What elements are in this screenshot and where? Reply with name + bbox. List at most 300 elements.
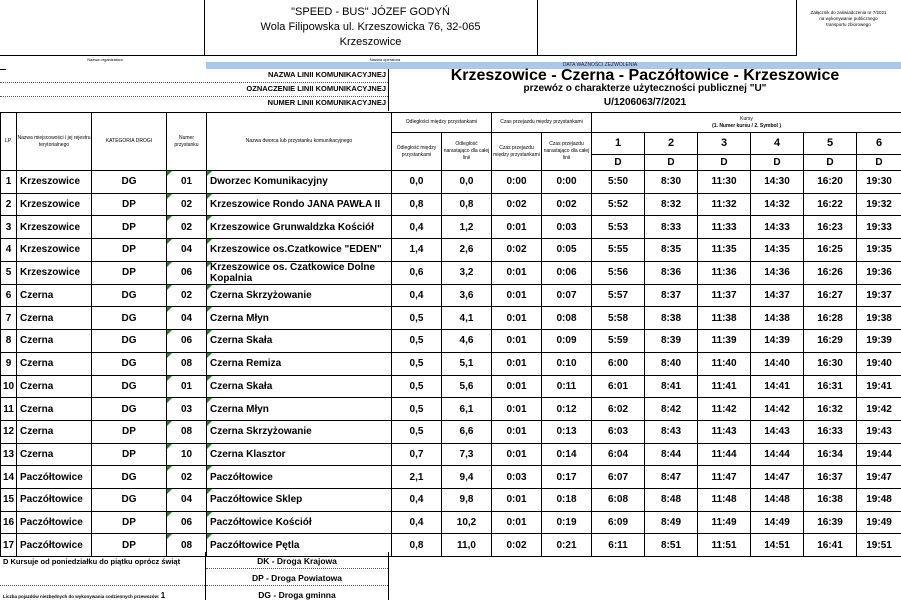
- row-run-time: 5:59: [592, 330, 645, 353]
- row-category: DP: [92, 511, 167, 534]
- run-number: 6: [857, 133, 901, 155]
- company-address: Wola Filipowska ul. Krzeszowicka 76, 32-065: [260, 21, 481, 33]
- row-run-time: 16:30: [804, 352, 857, 375]
- row-run-time: 19:39: [857, 330, 901, 353]
- line-name-label: NAZWA LINII KOMUNIKACYJNEJ: [267, 70, 386, 79]
- row-stop-number: 04: [167, 239, 207, 262]
- row-run-time: 14:40: [751, 352, 804, 375]
- row-category: DP: [92, 534, 167, 557]
- row-run-time: 11:41: [698, 375, 751, 398]
- table-row: [1, 420, 901, 443]
- row-town: Czerna: [17, 307, 92, 330]
- row-distance-cumulative: 6,6: [442, 420, 492, 443]
- row-run-time: 6:00: [592, 352, 645, 375]
- table-row: [1, 239, 901, 262]
- row-run-time: 6:04: [592, 443, 645, 466]
- header-time-cumulative: Czas przejazdu narastająco dla całej linii: [542, 133, 592, 171]
- run-symbol: D: [804, 155, 857, 171]
- row-distance: 0,5: [392, 398, 442, 421]
- row-run-time: 16:41: [804, 534, 857, 557]
- timetable: [0, 112, 901, 557]
- legend: [0, 552, 901, 600]
- run-symbol: D: [645, 155, 698, 171]
- row-distance-cumulative: 9,4: [442, 466, 492, 489]
- row-run-time: 8:38: [645, 307, 698, 330]
- row-category: DP: [92, 216, 167, 239]
- row-run-time: 19:40: [857, 352, 901, 375]
- company-name: "SPEED - BUS" JÓZEF GODYŃ: [291, 6, 450, 18]
- row-stop-name: Czerna Skrzyżowanie: [207, 420, 392, 443]
- run-number: 4: [751, 133, 804, 155]
- row-time: 0:01: [492, 216, 542, 239]
- header-dist-cumulative: Odległość narastająco dla całej linii: [442, 133, 492, 171]
- document-header: [0, 0, 901, 56]
- row-town: Czerna: [17, 420, 92, 443]
- row-run-time: 19:51: [857, 534, 901, 557]
- line-number-label: NUMER LINII KOMUNIKACYJNEJ: [267, 98, 386, 107]
- row-stop-number: 02: [167, 466, 207, 489]
- row-distance: 0,7: [392, 443, 442, 466]
- row-run-time: 6:08: [592, 488, 645, 511]
- row-distance-cumulative: 1,2: [442, 216, 492, 239]
- row-distance: 2,1: [392, 466, 442, 489]
- company-box: [204, 0, 537, 56]
- row-run-time: 11:40: [698, 352, 751, 375]
- row-distance: 0,8: [392, 193, 442, 216]
- header-lp: LP.: [1, 113, 17, 171]
- row-run-time: 11:37: [698, 284, 751, 307]
- row-stop-name: Paczółtowice Sklep: [207, 488, 392, 511]
- row-stop-number: 01: [167, 171, 207, 194]
- row-stop-name: Krzeszowice os.Czatkowice "EDEN": [207, 239, 392, 262]
- row-distance: 0,0: [392, 171, 442, 194]
- row-run-time: 14:37: [751, 284, 804, 307]
- timetable-body: [1, 171, 901, 557]
- row-distance-cumulative: 4,1: [442, 307, 492, 330]
- legend-vehicles: [3, 591, 165, 600]
- row-stop-number: 10: [167, 443, 207, 466]
- row-run-time: 16:25: [804, 239, 857, 262]
- row-town: Krzeszowice: [17, 171, 92, 194]
- row-run-time: 8:47: [645, 466, 698, 489]
- row-run-time: 16:26: [804, 261, 857, 284]
- row-time-cumulative: 0:03: [542, 216, 592, 239]
- row-run-time: 8:36: [645, 261, 698, 284]
- row-run-time: 8:37: [645, 284, 698, 307]
- row-category: DP: [92, 239, 167, 262]
- row-run-time: 16:38: [804, 488, 857, 511]
- row-town: Krzeszowice: [17, 216, 92, 239]
- row-run-time: 11:49: [698, 511, 751, 534]
- header-dist-between: Odległość między przystankami: [392, 133, 442, 171]
- row-distance: 0,5: [392, 330, 442, 353]
- run-symbol: D: [698, 155, 751, 171]
- row-stop-name: Paczółtowice: [207, 466, 392, 489]
- row-time: 0:01: [492, 307, 542, 330]
- row-lp: 2: [1, 193, 17, 216]
- line-designation-label: OZNACZENIE LINII KOMUNIKACYJNEJ: [246, 84, 386, 93]
- row-run-time: 16:33: [804, 420, 857, 443]
- row-time: 0:00: [492, 171, 542, 194]
- header-town: Nazwa miejscowości i jej rejestru terytorialnego: [17, 113, 92, 171]
- header-distance-group: Odległości między przystankami: [392, 113, 492, 133]
- row-run-time: 6:11: [592, 534, 645, 557]
- row-town: Paczółtowice: [17, 511, 92, 534]
- row-category: DP: [92, 420, 167, 443]
- header-runs: Kursy (1. Numer kursu / 2. Symbol ): [592, 113, 901, 133]
- row-distance: 0,5: [392, 420, 442, 443]
- row-stop-number: 02: [167, 284, 207, 307]
- row-distance: 1,4: [392, 239, 442, 262]
- row-run-time: 14:30: [751, 171, 804, 194]
- operator-label: Nazwa operatora: [369, 57, 401, 62]
- row-run-time: 16:31: [804, 375, 857, 398]
- row-run-time: 6:09: [592, 511, 645, 534]
- row-time: 0:01: [492, 330, 542, 353]
- row-category: DG: [92, 488, 167, 511]
- row-time-cumulative: 0:02: [542, 193, 592, 216]
- row-lp: 11: [1, 398, 17, 421]
- row-run-time: 19:49: [857, 511, 901, 534]
- table-row: [1, 466, 901, 489]
- row-lp: 8: [1, 330, 17, 353]
- row-run-time: 16:28: [804, 307, 857, 330]
- row-run-time: 8:40: [645, 352, 698, 375]
- row-run-time: 19:35: [857, 239, 901, 262]
- row-lp: 4: [1, 239, 17, 262]
- run-symbol: D: [751, 155, 804, 171]
- table-row: [1, 171, 901, 194]
- row-time-cumulative: 0:09: [542, 330, 592, 353]
- row-lp: 5: [1, 261, 17, 284]
- row-stop-number: 04: [167, 307, 207, 330]
- row-run-time: 16:20: [804, 171, 857, 194]
- row-run-time: 16:27: [804, 284, 857, 307]
- row-stop-name: Czerna Młyn: [207, 307, 392, 330]
- row-distance-cumulative: 3,6: [442, 284, 492, 307]
- run-number: 2: [645, 133, 698, 155]
- row-distance: 0,4: [392, 216, 442, 239]
- row-run-time: 14:47: [751, 466, 804, 489]
- row-lp: 7: [1, 307, 17, 330]
- row-time-cumulative: 0:21: [542, 534, 592, 557]
- row-time-cumulative: 0:12: [542, 398, 592, 421]
- row-lp: 1: [1, 171, 17, 194]
- row-stop-name: Paczółtowice Kościół: [207, 511, 392, 534]
- row-run-time: 14:41: [751, 375, 804, 398]
- row-stop-name: Krzeszowice os. Czatkowice Dolne Kopalnia: [207, 261, 392, 284]
- row-lp: 3: [1, 216, 17, 239]
- operator-box: [537, 0, 797, 56]
- row-time: 0:02: [492, 239, 542, 262]
- row-stop-name: Czerna Klasztor: [207, 443, 392, 466]
- row-time: 0:01: [492, 284, 542, 307]
- line-number-value: U/1206063/7/2021: [603, 97, 687, 108]
- row-run-time: 11:39: [698, 330, 751, 353]
- organizer-box: [0, 0, 205, 56]
- row-run-time: 16:37: [804, 466, 857, 489]
- row-distance: 0,4: [392, 284, 442, 307]
- row-run-time: 8:41: [645, 375, 698, 398]
- row-category: DP: [92, 193, 167, 216]
- row-time-cumulative: 0:19: [542, 511, 592, 534]
- row-stop-name: Krzeszowice Grunwaldzka Kościół: [207, 216, 392, 239]
- row-run-time: 8:33: [645, 216, 698, 239]
- row-stop-number: 01: [167, 375, 207, 398]
- row-run-time: 8:43: [645, 420, 698, 443]
- row-distance-cumulative: 5,6: [442, 375, 492, 398]
- row-town: Czerna: [17, 330, 92, 353]
- row-town: Czerna: [17, 375, 92, 398]
- row-run-time: 19:37: [857, 284, 901, 307]
- row-run-time: 11:36: [698, 261, 751, 284]
- row-time: 0:01: [492, 488, 542, 511]
- row-distance-cumulative: 2,6: [442, 239, 492, 262]
- legend-vehicles-label: Liczba pojazdów niezbędnych do wykonywania codziennych przewozów:: [3, 594, 160, 599]
- line-name-value: Krzeszowice - Czerna - Paczółtowice - Krzeszowice: [450, 67, 840, 84]
- row-time: 0:01: [492, 420, 542, 443]
- row-run-time: 14:36: [751, 261, 804, 284]
- row-stop-number: 08: [167, 352, 207, 375]
- row-run-time: 8:32: [645, 193, 698, 216]
- row-town: Paczółtowice: [17, 466, 92, 489]
- row-run-time: 5:57: [592, 284, 645, 307]
- row-run-time: 8:49: [645, 511, 698, 534]
- table-row: [1, 284, 901, 307]
- row-distance-cumulative: 0,8: [442, 193, 492, 216]
- row-run-time: 19:30: [857, 171, 901, 194]
- row-stop-name: Dworzec Komunikacyjny: [207, 171, 392, 194]
- company-city: Krzeszowice: [339, 36, 402, 48]
- table-row: [1, 511, 901, 534]
- row-stop-name: Czerna Skrzyżowanie: [207, 284, 392, 307]
- row-run-time: 11:35: [698, 239, 751, 262]
- legend-d-note: D Kursuje od poniedziałku do piątku oprócz świąt: [3, 557, 181, 566]
- row-stop-number: 06: [167, 261, 207, 284]
- row-time-cumulative: 0:08: [542, 307, 592, 330]
- row-run-time: 14:44: [751, 443, 804, 466]
- row-stop-name: Czerna Skała: [207, 330, 392, 353]
- row-time: 0:02: [492, 193, 542, 216]
- row-time: 0:01: [492, 261, 542, 284]
- row-category: DG: [92, 307, 167, 330]
- row-distance-cumulative: 7,3: [442, 443, 492, 466]
- row-run-time: 8:51: [645, 534, 698, 557]
- table-row: [1, 193, 901, 216]
- row-run-time: 5:53: [592, 216, 645, 239]
- row-lp: 6: [1, 284, 17, 307]
- row-category: DG: [92, 375, 167, 398]
- row-run-time: 11:48: [698, 488, 751, 511]
- row-distance: 0,4: [392, 488, 442, 511]
- table-row: [1, 443, 901, 466]
- row-lp: 14: [1, 466, 17, 489]
- row-time-cumulative: 0:10: [542, 352, 592, 375]
- row-run-time: 16:23: [804, 216, 857, 239]
- row-time-cumulative: 0:00: [542, 171, 592, 194]
- row-run-time: 8:44: [645, 443, 698, 466]
- row-distance-cumulative: 11,0: [442, 534, 492, 557]
- row-time-cumulative: 0:05: [542, 239, 592, 262]
- row-run-time: 16:34: [804, 443, 857, 466]
- row-town: Krzeszowice: [17, 261, 92, 284]
- row-run-time: 19:41: [857, 375, 901, 398]
- row-run-time: 5:55: [592, 239, 645, 262]
- row-run-time: 8:30: [645, 171, 698, 194]
- row-town: Paczółtowice: [17, 534, 92, 557]
- row-stop-number: 03: [167, 398, 207, 421]
- row-stop-name: Czerna Młyn: [207, 398, 392, 421]
- row-lp: 17: [1, 534, 17, 557]
- header-category: KATEGORIA DROGI: [92, 113, 167, 171]
- row-stop-number: 06: [167, 330, 207, 353]
- header-stop-number: Numer przystanku: [167, 113, 207, 171]
- row-run-time: 11:38: [698, 307, 751, 330]
- legend-vehicles-value: 1: [160, 591, 166, 600]
- row-distance-cumulative: 10,2: [442, 511, 492, 534]
- row-run-time: 14:42: [751, 398, 804, 421]
- row-stop-number: 06: [167, 511, 207, 534]
- row-run-time: 5:56: [592, 261, 645, 284]
- row-run-time: 5:50: [592, 171, 645, 194]
- row-category: DG: [92, 330, 167, 353]
- row-run-time: 14:39: [751, 330, 804, 353]
- row-run-time: 16:29: [804, 330, 857, 353]
- row-lp: 10: [1, 375, 17, 398]
- row-run-time: 16:32: [804, 398, 857, 421]
- row-run-time: 11:30: [698, 171, 751, 194]
- row-stop-number: 08: [167, 420, 207, 443]
- row-run-time: 19:48: [857, 488, 901, 511]
- row-run-time: 14:32: [751, 193, 804, 216]
- header-time-group: Czas przejazdu między przystankami: [492, 113, 592, 133]
- row-town: Czerna: [17, 443, 92, 466]
- row-stop-name: Czerna Remiza: [207, 352, 392, 375]
- validity-label: DATA WAŻNOŚCI ZEZWOLENIA: [562, 62, 638, 68]
- row-time-cumulative: 0:06: [542, 261, 592, 284]
- row-run-time: 6:03: [592, 420, 645, 443]
- legend-dg: DG - Droga gminna: [258, 590, 336, 600]
- legend-dp: DP - Droga Powiatowa: [251, 573, 343, 583]
- row-distance-cumulative: 5,1: [442, 352, 492, 375]
- table-row: [1, 488, 901, 511]
- row-lp: 15: [1, 488, 17, 511]
- table-row: [1, 307, 901, 330]
- attachment-note: Załącznik do zaświadczenia nr 7/2021 na wykonywanie publicznego transportu zbiorowego: [810, 10, 887, 27]
- row-run-time: 14:35: [751, 239, 804, 262]
- table-row: [1, 216, 901, 239]
- row-run-time: 14:49: [751, 511, 804, 534]
- row-distance-cumulative: 3,2: [442, 261, 492, 284]
- table-row: [1, 261, 901, 284]
- row-run-time: 16:22: [804, 193, 857, 216]
- row-stop-name: Paczółtowice Pętla: [207, 534, 392, 557]
- table-row: [1, 375, 901, 398]
- row-time-cumulative: 0:07: [542, 284, 592, 307]
- row-run-time: 8:48: [645, 488, 698, 511]
- row-run-time: 5:52: [592, 193, 645, 216]
- row-run-time: 11:32: [698, 193, 751, 216]
- row-distance-cumulative: 4,6: [442, 330, 492, 353]
- row-time: 0:01: [492, 511, 542, 534]
- row-run-time: 11:42: [698, 398, 751, 421]
- row-run-time: 19:36: [857, 261, 901, 284]
- row-time: 0:01: [492, 352, 542, 375]
- row-run-time: 14:38: [751, 307, 804, 330]
- table-row: [1, 398, 901, 421]
- row-run-time: 8:42: [645, 398, 698, 421]
- row-run-time: 8:39: [645, 330, 698, 353]
- row-time-cumulative: 0:18: [542, 488, 592, 511]
- row-run-time: 6:01: [592, 375, 645, 398]
- row-run-time: 11:47: [698, 466, 751, 489]
- row-run-time: 19:47: [857, 466, 901, 489]
- run-symbol: D: [857, 155, 901, 171]
- row-lp: 16: [1, 511, 17, 534]
- row-run-time: 11:43: [698, 420, 751, 443]
- row-stop-name: Czerna Skała: [207, 375, 392, 398]
- row-distance: 0,6: [392, 261, 442, 284]
- run-number: 3: [698, 133, 751, 155]
- row-run-time: 19:32: [857, 193, 901, 216]
- row-time: 0:01: [492, 443, 542, 466]
- row-town: Krzeszowice: [17, 239, 92, 262]
- row-distance-cumulative: 0,0: [442, 171, 492, 194]
- row-stop-number: 02: [167, 216, 207, 239]
- row-time-cumulative: 0:13: [542, 420, 592, 443]
- row-town: Czerna: [17, 352, 92, 375]
- row-time-cumulative: 0:11: [542, 375, 592, 398]
- row-stop-number: 02: [167, 193, 207, 216]
- row-run-time: 11:44: [698, 443, 751, 466]
- row-lp: 13: [1, 443, 17, 466]
- row-run-time: 11:33: [698, 216, 751, 239]
- table-row: [1, 330, 901, 353]
- legend-dk: DK - Droga Krajowa: [257, 556, 337, 566]
- row-run-time: 19:44: [857, 443, 901, 466]
- row-run-time: 14:51: [751, 534, 804, 557]
- row-distance: 0,4: [392, 511, 442, 534]
- row-category: DG: [92, 171, 167, 194]
- row-run-time: 14:48: [751, 488, 804, 511]
- row-distance: 0,5: [392, 375, 442, 398]
- row-time: 0:01: [492, 375, 542, 398]
- table-row: [1, 352, 901, 375]
- run-number: 5: [804, 133, 857, 155]
- row-time: 0:01: [492, 398, 542, 421]
- row-run-time: 19:42: [857, 398, 901, 421]
- row-run-time: 19:38: [857, 307, 901, 330]
- row-town: Krzeszowice: [17, 193, 92, 216]
- row-run-time: 8:35: [645, 239, 698, 262]
- row-distance: 0,8: [392, 534, 442, 557]
- header-stop-name: Nazwa dworca lub przystanku komunikacyjnego: [207, 113, 392, 171]
- row-distance-cumulative: 9,8: [442, 488, 492, 511]
- row-category: DP: [92, 261, 167, 284]
- row-run-time: 6:07: [592, 466, 645, 489]
- row-run-time: 14:43: [751, 420, 804, 443]
- row-run-time: 14:33: [751, 216, 804, 239]
- row-run-time: 19:43: [857, 420, 901, 443]
- run-number: 1: [592, 133, 645, 155]
- row-town: Czerna: [17, 398, 92, 421]
- row-run-time: 6:02: [592, 398, 645, 421]
- row-run-time: 19:33: [857, 216, 901, 239]
- row-category: DG: [92, 398, 167, 421]
- row-town: Paczółtowice: [17, 488, 92, 511]
- row-lp: 12: [1, 420, 17, 443]
- row-time: 0:02: [492, 534, 542, 557]
